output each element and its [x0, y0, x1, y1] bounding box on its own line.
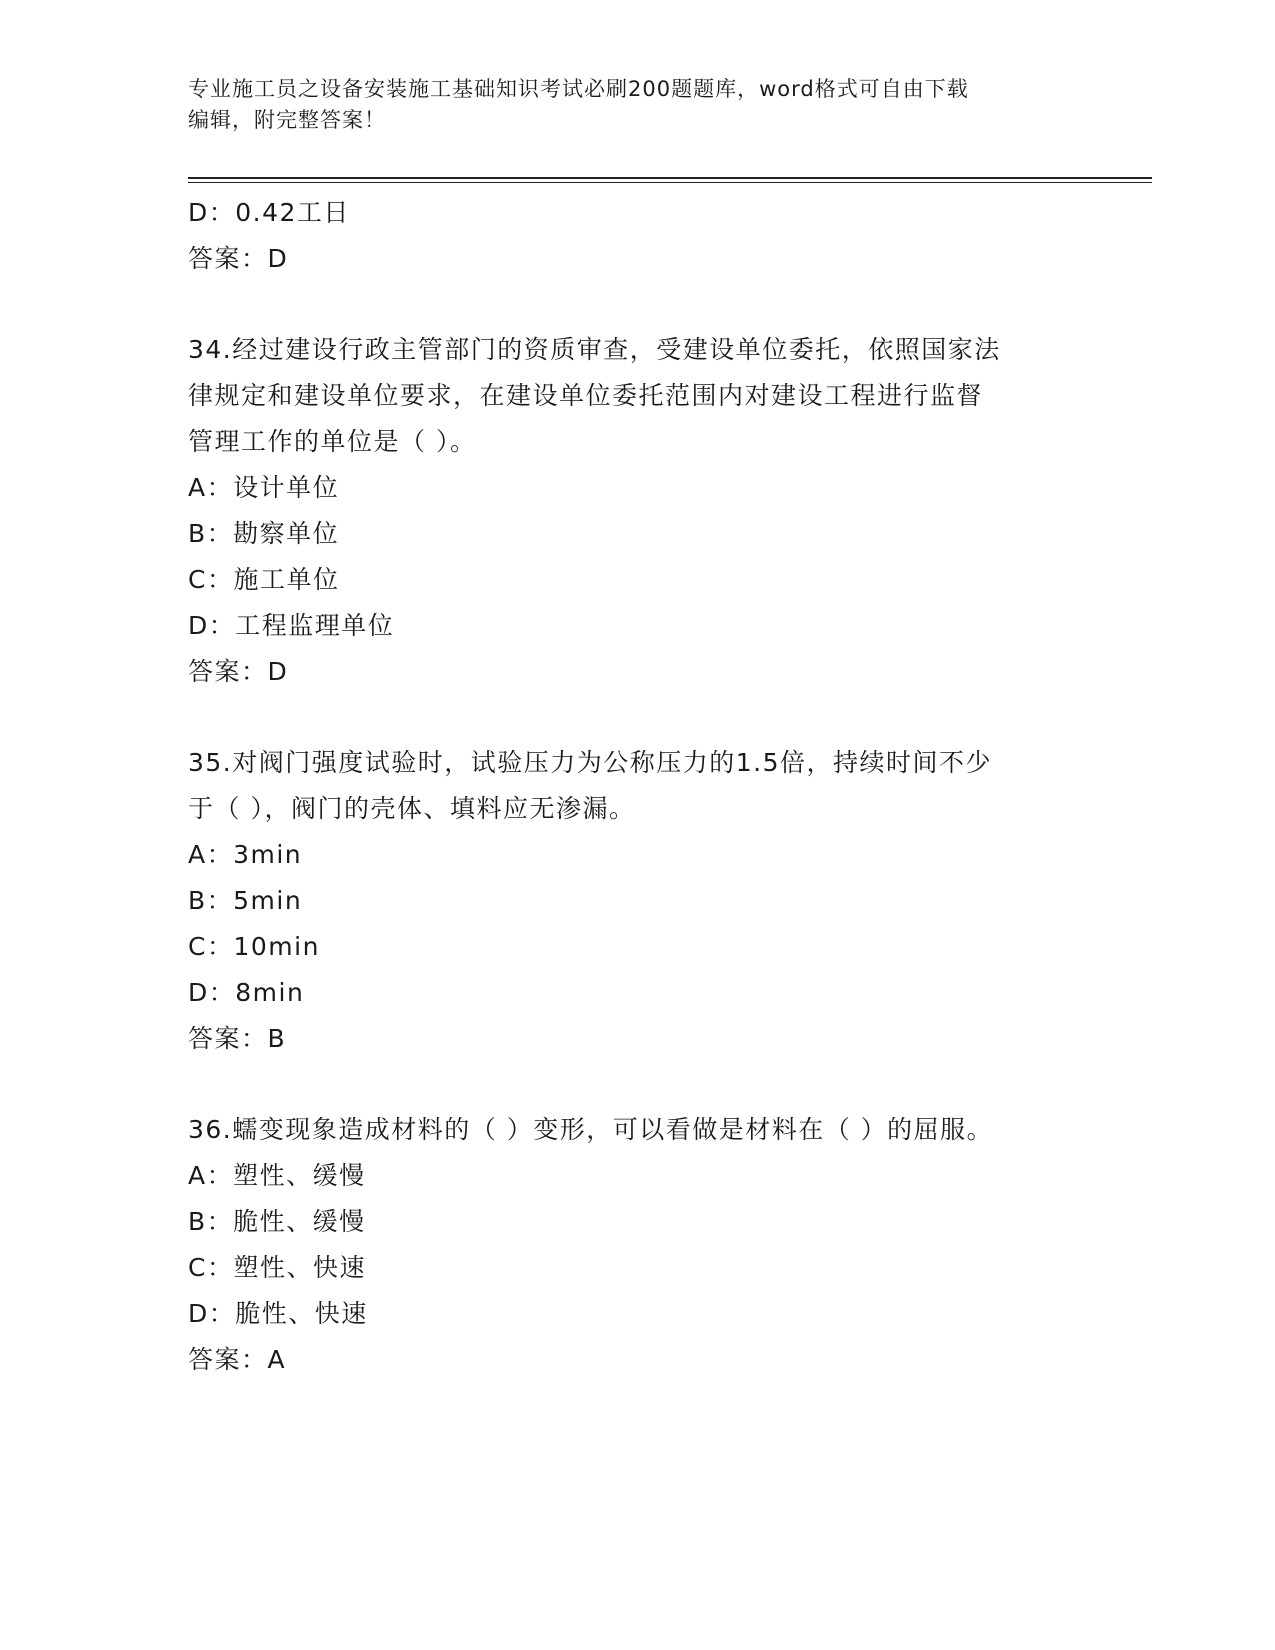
question-text-line: 于（ ），阀门的壳体、填料应无渗漏。 [188, 794, 636, 823]
question-text-line: 34.经过建设行政主管部门的资质审查，受建设单位委托，依照国家法 [188, 335, 1001, 364]
option-c: C：10min [188, 932, 320, 961]
document-header [188, 74, 1088, 136]
question-text-line: 36.蠕变现象造成材料的（ ）变形，可以看做是材料在（ ）的屈服。 [188, 1115, 994, 1144]
option-c: C：塑性、快速 [188, 1253, 366, 1282]
option-b: B：脆性、缓慢 [188, 1207, 366, 1236]
question-text-line: 管理工作的单位是（ ）。 [188, 427, 477, 456]
option-d: D：8min [188, 978, 305, 1007]
question-35 [188, 740, 1088, 1062]
previous-question-tail [188, 190, 1088, 282]
option-b: B：5min [188, 886, 303, 915]
question-text-line: 律规定和建设单位要求，在建设单位委托范围内对建设工程进行监督 [188, 381, 984, 410]
header-divider-thick [188, 177, 1152, 179]
option-a: A：设计单位 [188, 473, 340, 502]
header-title-line-1: 专业施工员之设备安装施工基础知识考试必刷200题题库，word格式可自由下载 [188, 77, 969, 101]
answer-line: 答案：D [188, 244, 289, 273]
header-title-line-2: 编辑，附完整答案！ [188, 108, 386, 132]
question-text-line: 35.对阀门强度试验时，试验压力为公称压力的1.5倍，持续时间不少 [188, 748, 993, 777]
answer-line: 答案：D [188, 657, 289, 686]
question-34 [188, 327, 1088, 695]
option-b: B：勘察单位 [188, 519, 340, 548]
answer-line: 答案：A [188, 1345, 287, 1374]
option-a: A：塑性、缓慢 [188, 1161, 366, 1190]
document-body [188, 190, 1088, 1383]
option-a: A：3min [188, 840, 303, 869]
option-d: D：0.42工日 [188, 198, 350, 227]
header-divider-thin [188, 182, 1152, 183]
question-36 [188, 1107, 1088, 1383]
option-c: C：施工单位 [188, 565, 340, 594]
answer-line: 答案：B [188, 1024, 287, 1053]
option-d: D：脆性、快速 [188, 1299, 368, 1328]
option-d: D：工程监理单位 [188, 611, 395, 640]
